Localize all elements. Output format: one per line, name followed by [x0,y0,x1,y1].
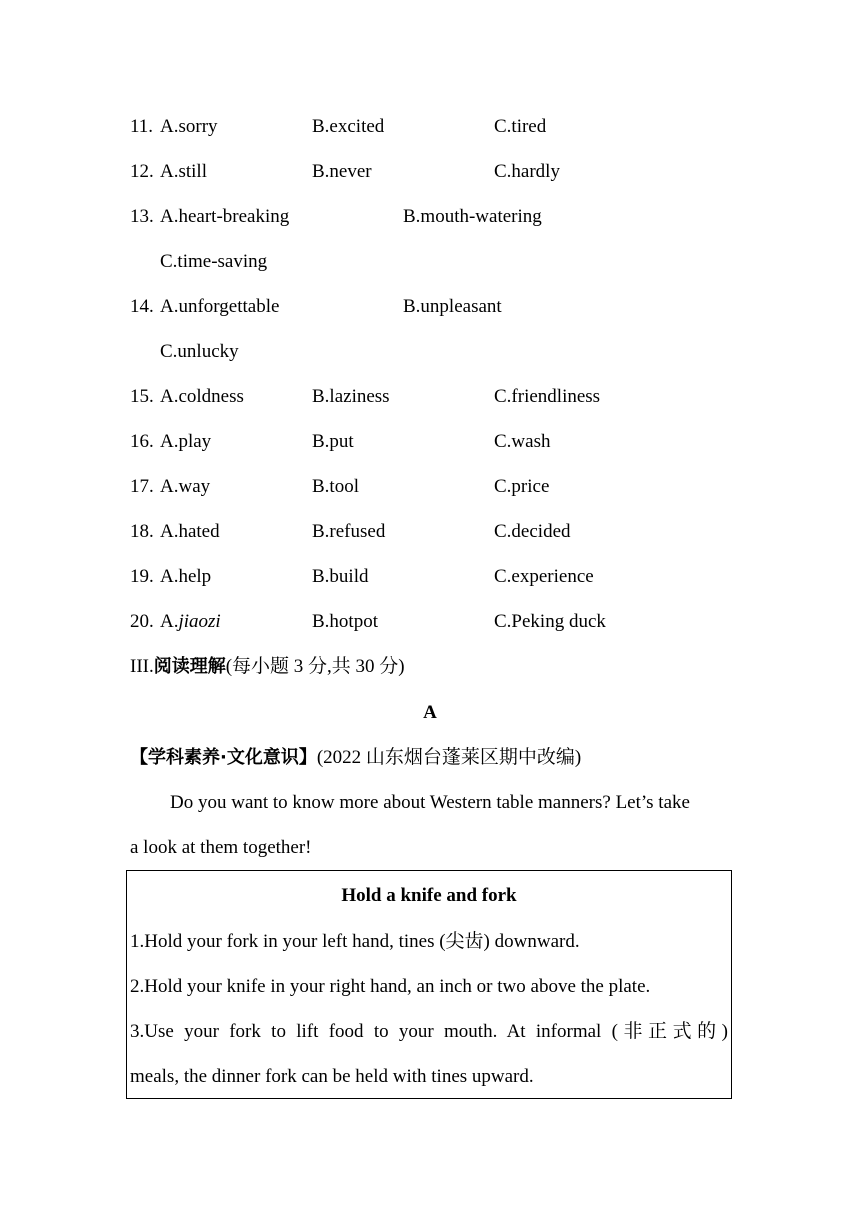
question-number: 16. [130,431,154,452]
option-b: B.excited [312,116,385,137]
question-number: 13. [130,206,154,227]
option-b: B.never [312,161,372,182]
option-c: C.wash [494,431,551,452]
option-b: B.tool [312,476,359,497]
section-roman: III. [130,656,154,677]
box-item-3-line-1: 3.Use your fork to lift food to your mouth. At informal (非正式的) [130,1021,728,1042]
intro-line-1: Do you want to know more about Western table manners? Let’s take [170,792,690,813]
option-c: C.experience [494,566,594,587]
option-a: A.unforgettable [160,296,280,317]
option-b: B.unpleasant [403,296,502,317]
tag-source: (2022 山东烟台蓬莱区期中改编) [316,747,582,768]
option-a [160,609,221,635]
passage-tag [130,745,581,771]
question-number: 15. [130,386,154,407]
box-item-1: 1.Hold your fork in your left hand, tines (尖齿) downward. [130,931,580,952]
option-a-prefix: A. [160,611,179,632]
box-title: Hold a knife and fork [341,885,517,906]
section-heading [130,654,405,680]
option-c: C.decided [494,521,571,542]
question-number: 14. [130,296,154,317]
option-a: A.coldness [160,386,244,407]
tag-label: 【学科素养·文化意识】 [130,747,317,768]
question-number: 20. [130,611,154,632]
option-c: C.hardly [494,161,560,182]
question-number: 12. [130,161,154,182]
question-14-option-c: C.unlucky [160,341,239,362]
option-c: C.tired [494,116,547,137]
question-number: 17. [130,476,154,497]
passage-letter: A [423,702,437,723]
manners-box [126,870,732,1099]
box-item-3-line-2: meals, the dinner fork can be held with tines upward. [130,1066,534,1087]
option-a: A.hated [160,521,220,542]
box-item-2: 2.Hold your knife in your right hand, an inch or two above the plate. [130,976,651,997]
option-c: C.price [494,476,550,497]
option-a: A.heart-breaking [160,206,290,227]
option-a: A.still [160,161,207,182]
option-a: A.help [160,566,212,587]
intro-line-2: a look at them together! [130,837,312,858]
question-number: 18. [130,521,154,542]
question-number: 19. [130,566,154,587]
option-b: B.put [312,431,354,452]
option-a: A.way [160,476,211,497]
question-13-option-c: C.time-saving [160,251,268,272]
option-b: B.refused [312,521,386,542]
section-title: 阅读理解 [153,656,226,677]
option-a: A.play [160,431,212,452]
option-c: C.Peking duck [494,611,606,632]
option-b: B.mouth-watering [403,206,542,227]
option-a: A.sorry [160,116,218,137]
option-b: B.build [312,566,369,587]
option-a-italic: jiaozi [178,611,221,632]
option-b: B.laziness [312,386,390,407]
section-note: (每小题 3 分,共 30 分) [225,656,405,677]
option-b: B.hotpot [312,611,378,632]
question-number: 11. [130,116,154,137]
option-c: C.friendliness [494,386,601,407]
